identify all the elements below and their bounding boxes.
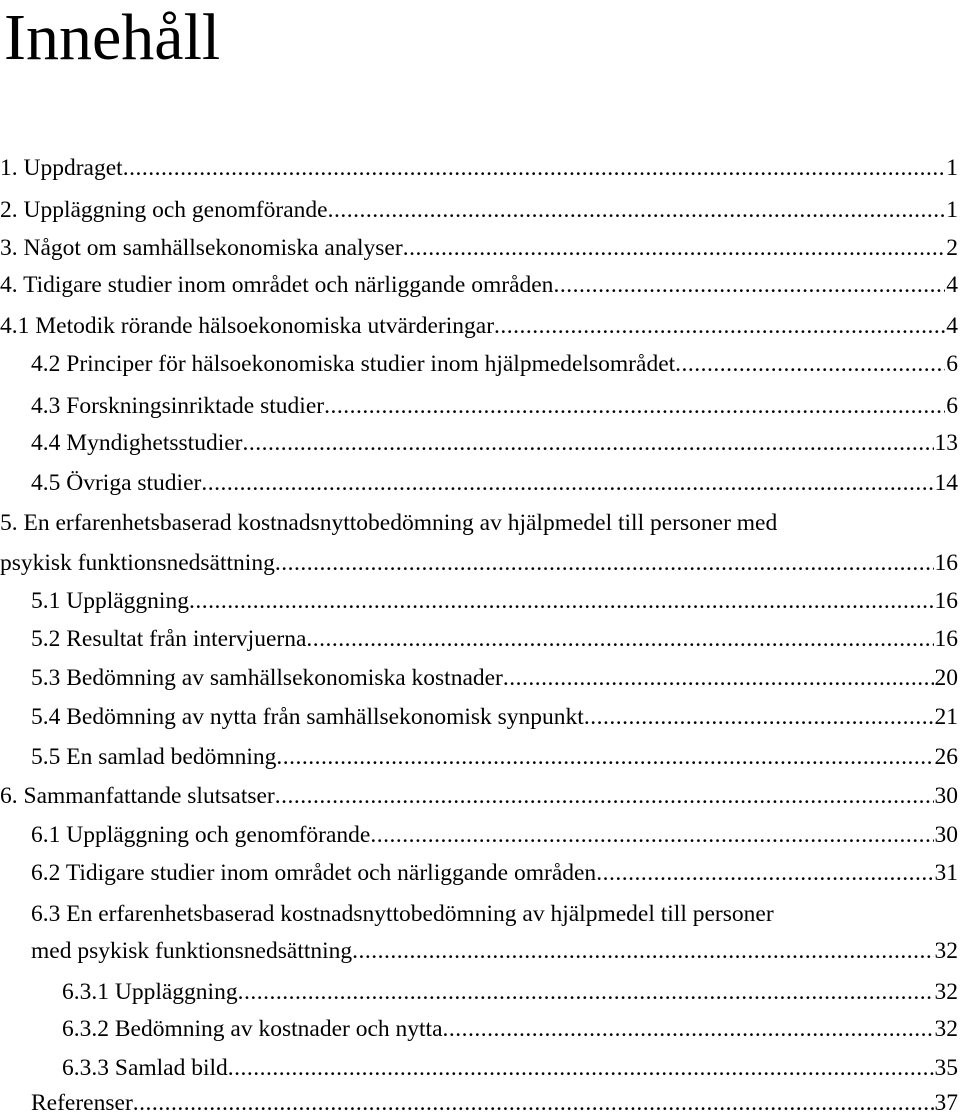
- toc-entry-label: 6.3.3 Samlad bild: [62, 1055, 228, 1081]
- toc-entry-label: 6.2 Tidigare studier inom området och närliggande områden: [31, 860, 597, 886]
- toc-entry-page: 31: [934, 860, 958, 886]
- dot-leader: [189, 584, 934, 618]
- dot-leader: [328, 193, 946, 227]
- toc-entry[interactable]: [0, 584, 958, 618]
- toc-entry-page: 13: [934, 430, 958, 456]
- toc-entry-label: 4. Tidigare studier inom området och närliggande områden: [0, 272, 554, 298]
- toc-entry-label: 6.3.1 Uppläggning: [62, 979, 238, 1005]
- dot-leader: [403, 231, 946, 265]
- toc-entry-label: 6.1 Uppläggning och genomförande: [31, 822, 371, 848]
- toc-entry[interactable]: [0, 466, 958, 500]
- toc-entry[interactable]: [0, 1086, 958, 1120]
- toc-entry[interactable]: [0, 700, 958, 734]
- dot-leader: [584, 700, 934, 734]
- dot-leader: [275, 779, 934, 813]
- toc-entry-label: 5.4 Bedömning av nytta från samhällsekonomisk synpunkt: [31, 704, 584, 730]
- toc-entry[interactable]: [0, 740, 958, 774]
- toc-entry-page: 21: [934, 704, 958, 730]
- dot-leader: [306, 622, 933, 656]
- toc-entry[interactable]: [0, 268, 958, 302]
- dot-leader: [324, 389, 945, 423]
- dot-leader: [275, 546, 934, 580]
- dot-leader: [243, 426, 934, 460]
- toc-entry-page: 32: [934, 938, 958, 964]
- toc-entry-page: 16: [934, 588, 958, 614]
- dot-leader: [553, 268, 945, 302]
- dot-leader: [123, 151, 946, 185]
- toc-entry-page: 30: [934, 783, 958, 809]
- toc-entry-page: 30: [934, 822, 958, 848]
- toc-entry-label: 5.3 Bedömning av samhällsekonomiska kostnader: [31, 665, 503, 691]
- toc-entry-label: psykisk funktionsnedsättning: [0, 550, 275, 576]
- toc-entry[interactable]: [0, 231, 958, 265]
- toc-entry-label: Referenser: [31, 1090, 133, 1116]
- toc-entry[interactable]: [0, 661, 958, 695]
- toc-entry-label: 4.3 Forskningsinriktade studier: [31, 393, 325, 419]
- toc-entry-label: 5.2 Resultat från intervjuerna: [31, 626, 307, 652]
- dot-leader: [596, 856, 933, 890]
- toc-entry-label: 4.4 Myndighetsstudier: [31, 430, 243, 456]
- toc-entry-page: 1: [946, 197, 958, 223]
- dot-leader: [276, 740, 933, 774]
- toc-entry[interactable]: [0, 1012, 958, 1046]
- toc-entry-label: med psykisk funktionsnedsättning: [31, 938, 353, 964]
- toc-entry[interactable]: [0, 818, 958, 852]
- toc-entry-page: 2: [946, 235, 958, 261]
- dot-leader: [370, 818, 933, 852]
- toc-entry-label: 3. Något om samhällsekonomiska analyser: [0, 235, 403, 261]
- toc-entry-page: 37: [934, 1090, 958, 1116]
- toc-entry-page: 4: [946, 313, 958, 339]
- dot-leader: [228, 1051, 934, 1085]
- dot-leader: [443, 1012, 934, 1046]
- toc-entry-label-line1[interactable]: 5. En erfarenhetsbaserad kostnadsnyttobedömning av hjälpmedel till personer med: [0, 510, 778, 536]
- toc-entry[interactable]: [0, 546, 958, 580]
- toc-entry[interactable]: [0, 975, 958, 1009]
- toc-entry-label: 6.3.2 Bedömning av kostnader och nytta: [62, 1016, 443, 1042]
- toc-entry[interactable]: [0, 426, 958, 460]
- toc-entry-page: 20: [934, 665, 958, 691]
- toc-entry-page: 26: [934, 744, 958, 770]
- toc-entry-label: 1. Uppdraget: [0, 155, 123, 181]
- toc-entry-label: 2. Uppläggning och genomförande: [0, 197, 328, 223]
- toc-entry-label: 6. Sammanfattande slutsatser: [0, 783, 275, 809]
- toc-entry-label: 4.5 Övriga studier: [31, 470, 202, 496]
- dot-leader: [238, 975, 934, 1009]
- toc-entry-page: 4: [946, 272, 958, 298]
- toc-entry[interactable]: [0, 389, 958, 423]
- toc-entry-page: 35: [934, 1055, 958, 1081]
- dot-leader: [133, 1086, 934, 1120]
- dot-leader: [494, 309, 945, 343]
- page-title: Innehåll: [4, 1, 221, 74]
- dot-leader: [503, 661, 934, 695]
- dot-leader: [352, 934, 933, 968]
- toc-entry-page: 14: [934, 470, 958, 496]
- toc-entry[interactable]: [0, 347, 958, 381]
- dot-leader: [201, 466, 933, 500]
- toc-entry-page: 32: [934, 1016, 958, 1042]
- toc-entry-page: 6: [946, 351, 958, 377]
- toc-entry-page: 1: [946, 155, 958, 181]
- toc-entry[interactable]: [0, 151, 958, 185]
- toc-entry-label-line1[interactable]: 6.3 En erfarenhetsbaserad kostnadsnyttobedömning av hjälpmedel till personer: [31, 901, 774, 927]
- toc-entry[interactable]: [0, 622, 958, 656]
- toc-entry-label: 4.1 Metodik rörande hälsoekonomiska utvärderingar: [0, 313, 495, 339]
- toc-entry-page: 32: [934, 979, 958, 1005]
- dot-leader: [675, 347, 945, 381]
- toc-entry[interactable]: [0, 856, 958, 890]
- toc-entry[interactable]: [0, 193, 958, 227]
- toc-entry[interactable]: [0, 309, 958, 343]
- toc-entry[interactable]: [0, 1051, 958, 1085]
- toc-entry-label: 4.2 Principer för hälsoekonomiska studier inom hjälpmedelsområdet: [31, 351, 676, 377]
- toc-entry-page: 6: [946, 393, 958, 419]
- toc-entry-label: 5.5 En samlad bedömning: [31, 744, 277, 770]
- toc-entry[interactable]: [0, 779, 958, 813]
- toc-entry-page: 16: [934, 626, 958, 652]
- toc-entry[interactable]: [0, 934, 958, 968]
- toc-entry-page: 16: [934, 550, 958, 576]
- toc-entry-label: 5.1 Uppläggning: [31, 588, 189, 614]
